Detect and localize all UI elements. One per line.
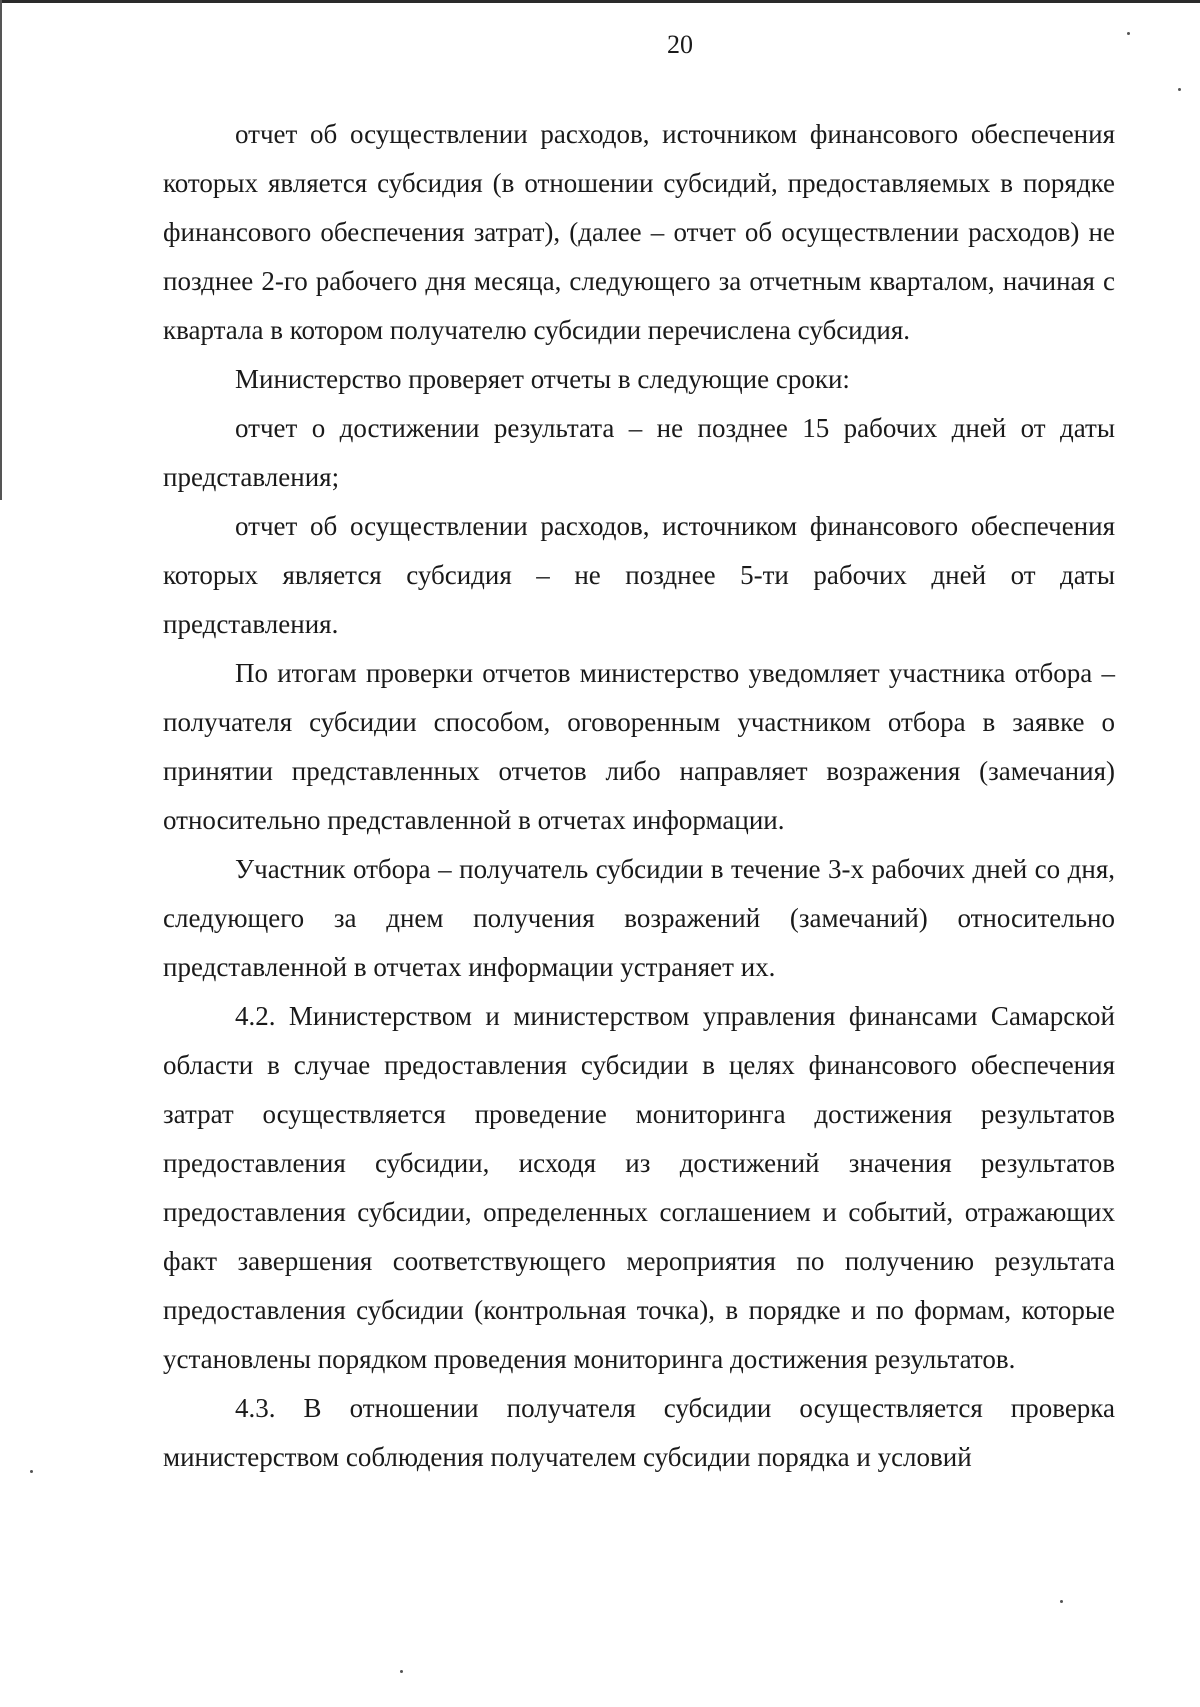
scan-speck — [30, 1470, 33, 1473]
page-number: 20 — [667, 30, 693, 59]
paragraph: 4.3. В отношении получателя субсидии осуществляется проверка министерством соблюдения получателем субсидии порядка и условий — [163, 1393, 1115, 1472]
paragraph: отчет о достижении результата – не позднее 15 рабочих дней от даты представления; — [163, 413, 1115, 492]
paragraph: отчет об осуществлении расходов, источником финансового обеспечения которых является субсидия – не позднее 5-ти рабочих дней от даты представления. — [163, 511, 1115, 639]
paragraph: Участник отбора – получатель субсидии в течение 3-х рабочих дней со дня, следующего за днем получения возражений (замечаний) относительно представленной в отчетах информации устраняет их. — [163, 854, 1115, 982]
paragraph: 4.2. Министерством и министерством управления финансами Самарской области в случае предоставления субсидии в целях финансового обеспечения затрат осуществляется проведение мониторинга достижения результатов предоставления субсидии, исходя из достижений значения результатов предоставления субсидии, определенных соглашением и событий, отражающих факт завершения соответствующего мероприятия по получению результата предоставления субсидии (контрольная точка), в порядке и по формам, которые установлены порядком проведения мониторинга достижения результатов. — [163, 1001, 1115, 1374]
scan-speck — [1127, 32, 1130, 35]
paragraph: Министерство проверяет отчеты в следующие сроки: — [235, 364, 850, 394]
paragraph: По итогам проверки отчетов министерство уведомляет участника отбора – получателя субсидии способом, оговоренным участником отбора в заявке о принятии представленных отчетов либо направляет возражения (замечания) относительно представленной в отчетах информации. — [163, 658, 1115, 835]
paragraph: отчет об осуществлении расходов, источником финансового обеспечения которых является субсидия (в отношении субсидий, предоставляемых в порядке финансового обеспечения затрат), (далее – отчет об осуществлении расходов) не позднее 2-го рабочего дня месяца, следующего за отчетным кварталом, начиная с квартала в котором получателю субсидии перечислена субсидия. — [163, 119, 1115, 345]
scan-speck — [1178, 88, 1181, 91]
scan-speck — [1060, 1600, 1063, 1603]
scan-speck — [400, 1670, 403, 1673]
scan-top-edge — [0, 0, 1200, 3]
document-body — [163, 110, 1115, 1482]
scan-left-edge — [0, 0, 2, 500]
